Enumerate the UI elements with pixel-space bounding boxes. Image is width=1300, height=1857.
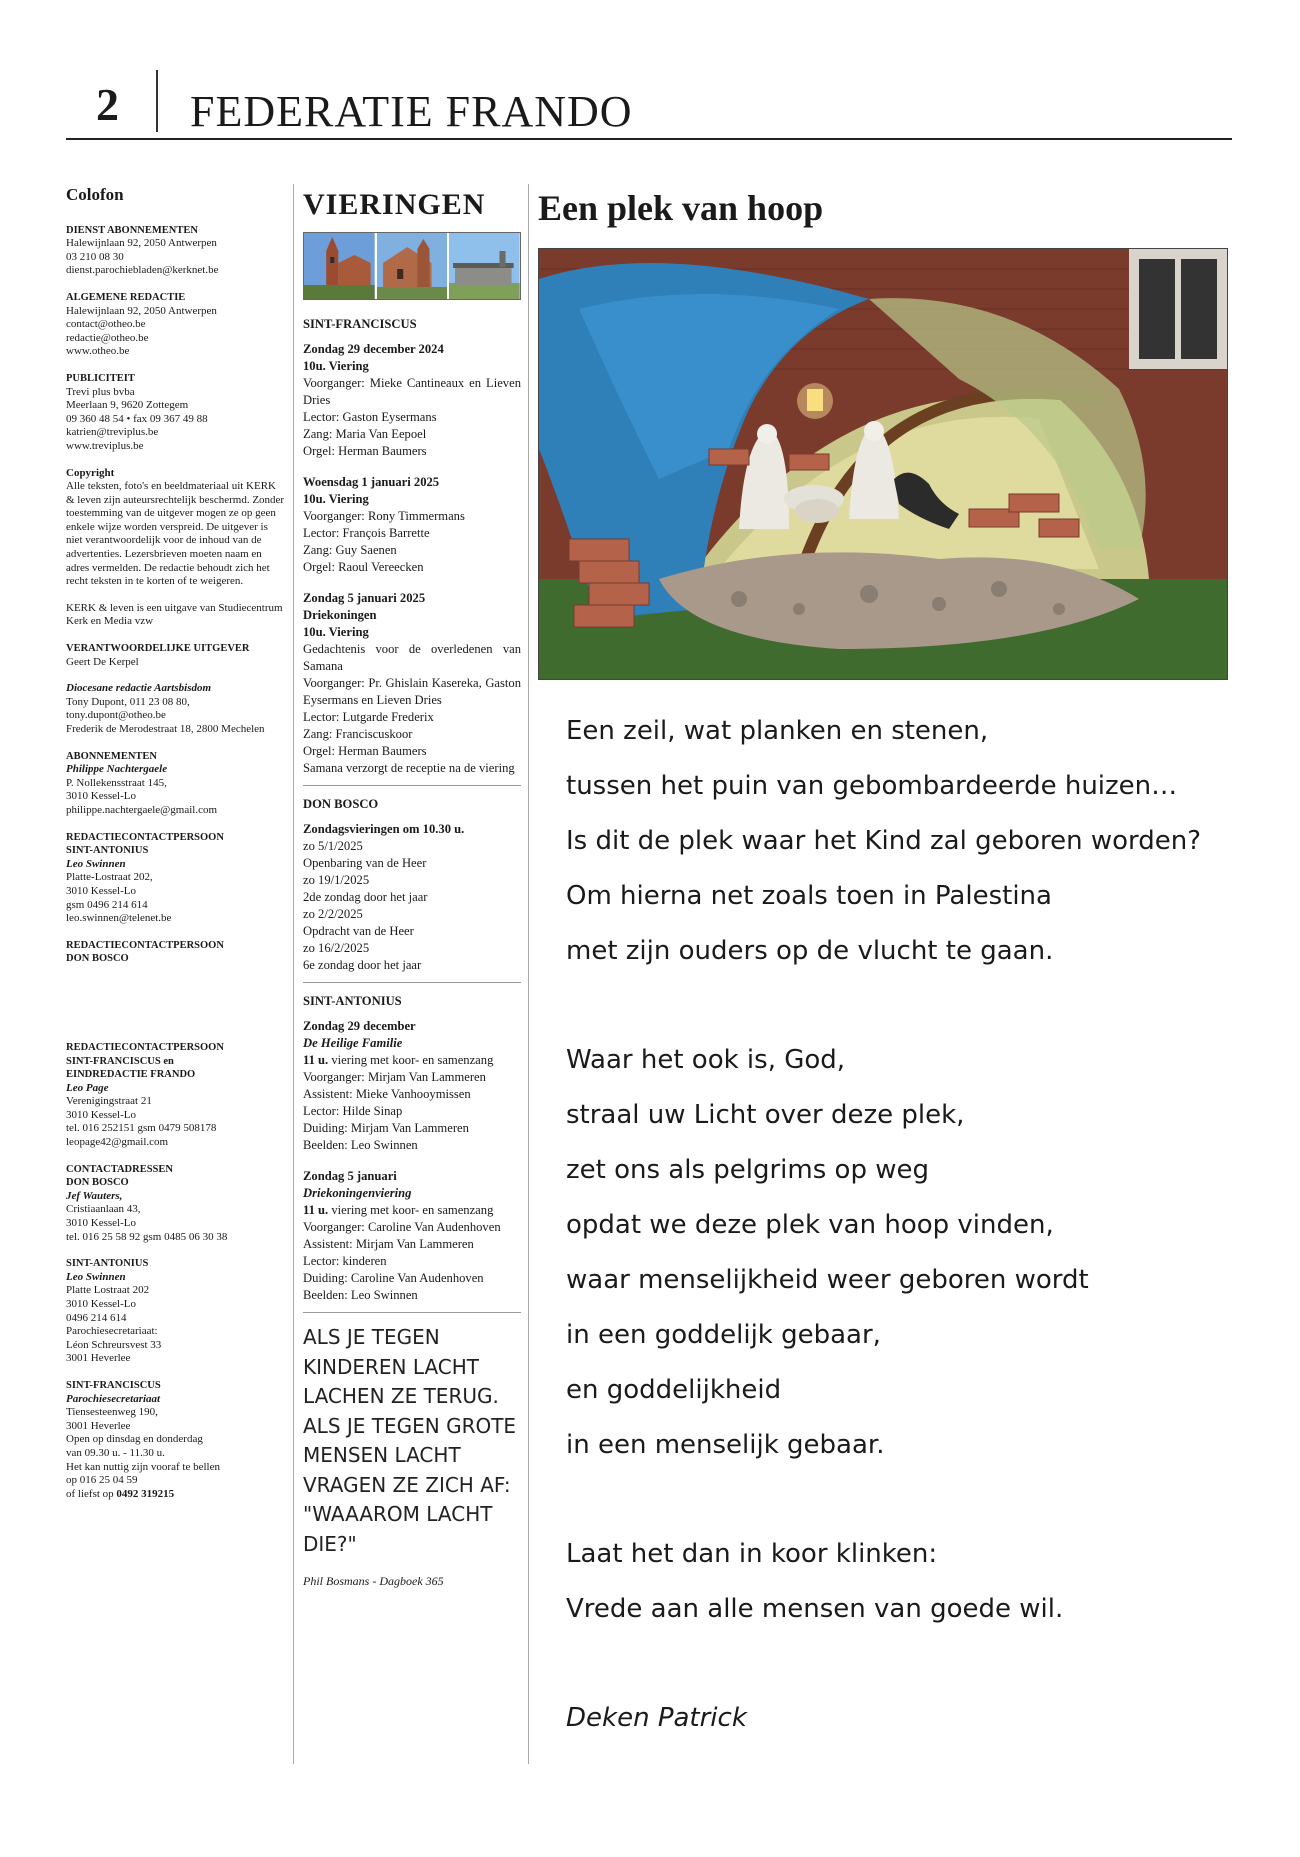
viering-date: Woensdag 1 januari 2025 <box>303 475 440 489</box>
section-heading-antonius: SINT-ANTONIUS <box>303 994 402 1008</box>
viering-time: 10u. Viering <box>303 625 369 639</box>
page-number: 2 <box>96 79 119 130</box>
colofon-line: 3010 Kessel-Lo <box>66 1108 136 1121</box>
poem-line: en goddelijkheid <box>566 1375 782 1405</box>
viering-line: Beelden: Leo Swinnen <box>303 1288 418 1302</box>
colofon-heading: EINDREDACTIE FRANDO <box>66 1069 196 1081</box>
colofon-email[interactable]: contact@otheo.be <box>66 318 146 331</box>
publication-title: FEDERATIE FRANDO <box>190 87 633 136</box>
poem-line: waar menselijkheid weer geboren wordt <box>566 1265 1089 1295</box>
copyright-heading: Copyright <box>66 466 115 479</box>
colofon-heading: REDACTIECONTACTPERSOON <box>66 1041 224 1053</box>
colofon-block <box>66 291 286 359</box>
section-divider <box>303 1312 521 1313</box>
viering-line: zo 2/2/2025 <box>303 907 363 921</box>
colofon-line: van 09.30 u. - 11.30 u. <box>66 1446 165 1459</box>
colofon-name: Leo Page <box>66 1081 109 1094</box>
viering-line: Orgel: Raoul Vereecken <box>303 560 424 574</box>
church-photo-2 <box>377 233 448 299</box>
vieringen-title: VIERINGEN <box>303 188 486 221</box>
viering-line: Lector: Hilde Sinap <box>303 1104 403 1118</box>
colofon-email[interactable]: philippe.nachtergaele@gmail.com <box>66 803 218 816</box>
colofon-name: Leo Swinnen <box>66 857 126 870</box>
viering-line: 6e zondag door het jaar <box>303 958 422 972</box>
viering-line: Assistent: Mirjam Van Lammeren <box>303 1237 474 1251</box>
viering-line: Orgel: Herman Baumers <box>303 744 427 758</box>
colofon-name: Parochiesecretariaat <box>66 1392 161 1405</box>
colofon-heading: DON BOSCO <box>66 1177 129 1189</box>
viering-line: Duiding: Mirjam Van Lammeren <box>303 1121 469 1135</box>
colofon-website[interactable]: www.otheo.be <box>66 345 130 358</box>
colofon-name: Philippe Nachtergaele <box>66 763 168 776</box>
colofon-line: Tony Dupont, 011 23 08 80, <box>66 695 190 708</box>
viering-line: zo 19/1/2025 <box>303 873 370 887</box>
poem-line: Laat het dan in koor klinken: <box>566 1539 938 1569</box>
colofon-line: tel. 016 252151 gsm 0479 508178 <box>66 1122 217 1135</box>
viering-date: Zondagsvieringen om 10.30 u. <box>303 822 465 836</box>
poem-line: Is dit de plek waar het Kind zal geboren worden? <box>566 826 1202 856</box>
poem-line: Een zeil, wat planken en stenen, <box>566 716 989 746</box>
viering-line: Zang: Guy Saenen <box>303 543 397 557</box>
viering-line: zo 16/2/2025 <box>303 941 370 955</box>
colofon-block <box>66 642 286 669</box>
colofon-heading: SINT-FRANCISCUS <box>66 1379 161 1391</box>
poem-line: Vrede aan alle mensen van goede wil. <box>566 1594 1064 1624</box>
colofon-line: Meerlaan 9, 9620 Zottegem <box>66 399 189 412</box>
header-rule <box>66 138 1232 140</box>
copyright-text: Alle teksten, foto's en beeldmateriaal uit KERK & leven zijn auteursrechtelijk beschermd. Zonder toestemming van de uitgever mogen ze op geen enkele wijze worden verspreid. De uitgever is niet verantwoordelijk voor de inhoud van de advertenties. Lezersbrieven moeten naam en adres vermelden. De redactie behoudt zich het recht teksten in te korten of te weigeren. <box>66 480 285 588</box>
colofon-email[interactable]: leopage42@gmail.com <box>66 1136 169 1149</box>
colofon-line: tel. 016 25 58 92 gsm 0485 06 30 38 <box>66 1230 228 1243</box>
colofon-line: 3001 Heverlee <box>66 1419 131 1432</box>
colofon-heading: SINT-ANTONIUS <box>66 1258 149 1270</box>
colofon-line: 3001 Heverlee <box>66 1352 131 1365</box>
viering-date: Zondag 29 december <box>303 1019 416 1033</box>
colofon-website[interactable]: www.treviplus.be <box>66 439 144 452</box>
article <box>538 188 1228 1756</box>
poem-line: straal uw Licht over deze plek, <box>566 1100 965 1130</box>
colofon-heading: DON BOSCO <box>66 953 129 965</box>
viering-item <box>303 341 521 460</box>
viering-line: Lector: kinderen <box>303 1254 387 1268</box>
poem-line: zet ons als pelgrims op weg <box>566 1155 929 1185</box>
colofon-line: Parochiesecretariaat: <box>66 1325 158 1338</box>
viering-line: Voorganger: Mieke Cantineaux en Lieven Dries <box>303 376 521 407</box>
author-signature: Deken Patrick <box>566 1703 747 1733</box>
viering-line: Assistent: Mieke Vanhooymissen <box>303 1087 471 1101</box>
colofon-heading: ALGEMENE REDACTIE <box>66 291 186 303</box>
vieringen-column <box>303 188 521 1590</box>
viering-name: De Heilige Familie <box>303 1036 403 1050</box>
publisher-text: KERK & leven is een uitgave van Studiecentrum Kerk en Media vzw <box>66 601 283 628</box>
colofon-line: P. Nollekensstraat 145, <box>66 776 167 789</box>
church-photo-1 <box>304 233 375 299</box>
colofon-heading: CONTACTADRESSEN <box>66 1163 173 1175</box>
viering-line: zo 5/1/2025 <box>303 839 363 853</box>
colofon-line: 0496 214 614 <box>66 1311 127 1324</box>
column-rule-right <box>528 184 529 1764</box>
viering-line <box>303 1052 521 1069</box>
viering-line: Lector: François Barrette <box>303 526 430 540</box>
colofon-block <box>66 939 286 966</box>
colofon-line: Geert De Kerpel <box>66 655 139 668</box>
colofon-email[interactable]: katrien@treviplus.be <box>66 426 159 439</box>
colofon-block <box>66 1041 286 1150</box>
section-heading-franciscus: SINT-FRANCISCUS <box>303 317 417 331</box>
viering-time: 11 u. <box>303 1053 329 1067</box>
colofon-line: Platte-Lostraat 202, <box>66 871 153 884</box>
colofon-block <box>66 1379 286 1501</box>
colofon-heading: PUBLICITEIT <box>66 372 135 384</box>
poem-line: met zijn ouders op de vlucht te gaan. <box>566 936 1054 966</box>
colofon-line: 09 360 48 54 • fax 09 367 49 88 <box>66 412 208 425</box>
viering-line: Beelden: Leo Swinnen <box>303 1138 418 1152</box>
colofon-block <box>66 682 286 736</box>
colofon-line: Trevi plus bvba <box>66 385 135 398</box>
colofon-heading: Diocesane redactie Aartsbisdom <box>66 682 212 695</box>
viering-desc: viering met koor- en samenzang <box>328 1203 494 1217</box>
viering-item <box>303 1168 521 1304</box>
poem-line: Waar het ook is, God, <box>566 1045 846 1075</box>
viering-line: Voorganger: Rony Timmermans <box>303 509 465 523</box>
colofon-line: Cristiaanlaan 43, <box>66 1203 141 1216</box>
viering-line: 2de zondag door het jaar <box>303 890 428 904</box>
viering-line: Orgel: Herman Baumers <box>303 444 427 458</box>
colofon-line: gsm 0496 214 614 <box>66 898 148 911</box>
colofon-line: 3010 Kessel-Lo <box>66 1217 136 1230</box>
viering-name: Driekoningen <box>303 608 377 622</box>
colofon-line: Het kan nuttig zijn vooraf te bellen <box>66 1460 220 1473</box>
colofon-line: Open op dinsdag en donderdag <box>66 1433 203 1446</box>
viering-item <box>303 1018 521 1154</box>
viering-date: Zondag 5 januari <box>303 1169 397 1183</box>
viering-line: Voorganger: Mirjam Van Lammeren <box>303 1070 486 1084</box>
article-title: Een plek van hoop <box>538 188 824 228</box>
viering-line: Zang: Franciscuskoor <box>303 727 413 741</box>
colofon-line: Verenigingstraat 21 <box>66 1095 152 1108</box>
colofon-heading: REDACTIECONTACTPERSOON <box>66 831 224 843</box>
church-photo-3 <box>449 233 520 299</box>
colofon-line <box>66 1488 286 1502</box>
church-photo-strip <box>303 232 521 300</box>
colofon-line: 03 210 08 30 <box>66 250 124 263</box>
section-divider <box>303 982 521 983</box>
column-rule-left <box>293 184 294 1764</box>
colofon-block <box>66 372 286 454</box>
colofon-heading: DIENST ABONNEMENTEN <box>66 224 198 236</box>
colofon-heading: REDACTIECONTACTPERSOON <box>66 939 224 951</box>
viering-name: Driekoningenviering <box>303 1186 412 1200</box>
colofon-line: Halewijnlaan 92, 2050 Antwerpen <box>66 237 217 250</box>
quote-source: Phil Bosmans - Dagboek 365 <box>303 1574 444 1588</box>
section-divider <box>303 785 521 786</box>
colofon-line: Frederik de Merodestraat 18, 2800 Mechelen <box>66 723 265 735</box>
viering-time: 10u. Viering <box>303 359 369 373</box>
colofon-email[interactable]: dienst.parochiebladen@kerknet.be <box>66 264 219 277</box>
viering-line <box>303 1202 521 1219</box>
spacer <box>66 979 286 1041</box>
poem-line: Om hierna net zoals toen in Palestina <box>566 881 1052 911</box>
viering-item <box>303 821 521 974</box>
colofon-heading: SINT-FRANCISCUS en <box>66 1055 174 1067</box>
viering-line: Lector: Gaston Eysermans <box>303 410 437 424</box>
colofon-line: op 016 25 04 59 <box>66 1474 138 1487</box>
colofon-heading: VERANTWOORDELIJKE UITGEVER <box>66 643 250 655</box>
viering-line: Gedachtenis voor de overledenen van Samana <box>303 642 521 673</box>
copyright-block <box>66 467 286 589</box>
header-divider <box>156 70 158 132</box>
colofon-block <box>66 750 286 818</box>
colofon-block <box>66 224 286 278</box>
poem-line: in een menselijk gebaar. <box>566 1430 885 1460</box>
viering-desc: viering met koor- en samenzang <box>328 1053 494 1067</box>
viering-line: Opdracht van de Heer <box>303 924 414 938</box>
colofon-heading: SINT-ANTONIUS <box>66 845 149 857</box>
poem-line: tussen het puin van gebombardeerde huizen… <box>566 771 1178 801</box>
stanza-gap <box>566 1647 1228 1701</box>
viering-time: 10u. Viering <box>303 492 369 506</box>
colofon-email[interactable]: tony.dupont@otheo.be <box>66 709 166 722</box>
nativity-scene-photo <box>538 248 1228 680</box>
stanza-gap <box>566 1483 1228 1537</box>
page-header <box>66 66 1232 140</box>
viering-line: Samana verzorgt de receptie na de viering <box>303 761 515 775</box>
section-heading-donbosco: DON BOSCO <box>303 797 379 811</box>
poem-line: opdat we deze plek van hoop vinden, <box>566 1210 1054 1240</box>
stanza-gap <box>566 989 1228 1043</box>
poem <box>566 714 1228 1756</box>
colofon-line: 3010 Kessel-Lo <box>66 1298 136 1310</box>
colofon-line: Léon Schreursvest 33 <box>66 1338 162 1351</box>
colofon-block <box>66 1257 286 1366</box>
viering-item <box>303 474 521 576</box>
colofon-line: 3010 Kessel-Lo <box>66 884 136 897</box>
viering-line: Voorganger: Pr. Ghislain Kasereka, Gaston Eysermans en Lieven Dries <box>303 676 521 707</box>
viering-time: 11 u. <box>303 1203 329 1217</box>
phone-number[interactable]: 0492 319215 <box>116 1487 175 1500</box>
viering-line: Lector: Lutgarde Frederix <box>303 710 434 724</box>
colofon-name: Jef Wauters, <box>66 1189 123 1202</box>
colofon-heading: ABONNEMENTEN <box>66 750 158 762</box>
colofon-column <box>66 185 286 1514</box>
colofon-line: Tiensesteenweg 190, <box>66 1406 158 1419</box>
viering-line: Openbaring van de Heer <box>303 856 427 870</box>
colofon-name: Leo Swinnen <box>66 1270 126 1283</box>
colofon-title: Colofon <box>66 185 124 204</box>
quote-text: ALS JE TEGEN KINDEREN LACHT LACHEN ZE TERUG. ALS JE TEGEN GROTE MENSEN LACHT VRAGEN ZE ZICH AF: "WAAAROM LACHT DIE?" <box>303 1325 517 1556</box>
colofon-line: Platte Lostraat 202 <box>66 1284 150 1297</box>
viering-item <box>303 590 521 777</box>
colofon-line: Halewijnlaan 92, 2050 Antwerpen <box>66 304 217 317</box>
viering-date: Zondag 29 december 2024 <box>303 342 444 356</box>
viering-line: Zang: Maria Van Eepoel <box>303 427 427 441</box>
viering-line: Duiding: Caroline Van Audenhoven <box>303 1271 484 1285</box>
colofon-block <box>66 1163 286 1245</box>
poem-line: in een goddelijk gebaar, <box>566 1320 881 1350</box>
colofon-block <box>66 831 286 926</box>
viering-line: Voorganger: Caroline Van Audenhoven <box>303 1220 501 1234</box>
viering-date: Zondag 5 januari 2025 <box>303 591 426 605</box>
colofon-email[interactable]: redactie@otheo.be <box>66 331 149 344</box>
colofon-line: 3010 Kessel-Lo <box>66 790 136 803</box>
phone-prefix: of liefst op <box>66 1487 117 1500</box>
colofon-email[interactable]: leo.swinnen@telenet.be <box>66 912 172 925</box>
